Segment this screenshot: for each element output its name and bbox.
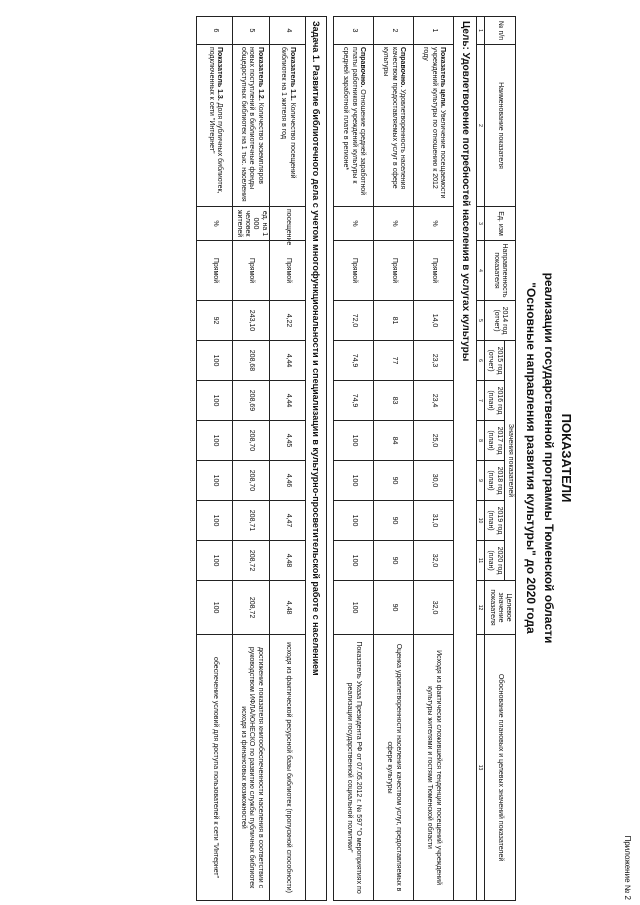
column-number: 2 bbox=[476, 45, 484, 207]
rationale-cell: Исходя из фактически сложившейся тенденции посещений учреждений культуры жителями и гостями Тюменской области bbox=[413, 635, 453, 901]
column-number: 10 bbox=[476, 501, 484, 541]
value-2020: 32,0 bbox=[413, 541, 453, 581]
goal-row bbox=[453, 17, 476, 901]
value-2015: 100 bbox=[197, 341, 233, 381]
value-2019: 4,47 bbox=[269, 501, 305, 541]
target-value: 32,0 bbox=[413, 581, 453, 635]
value-2016: 83 bbox=[373, 381, 413, 421]
value-2014: 72,0 bbox=[333, 301, 373, 341]
column-number: 11 bbox=[476, 541, 484, 581]
value-2014: 4,22 bbox=[269, 301, 305, 341]
indicator-name bbox=[413, 45, 453, 207]
value-2017: 100 bbox=[197, 421, 233, 461]
indicator-name bbox=[333, 45, 373, 207]
indicator-text: Количество посещений библиотек на 1 жителя в год bbox=[280, 47, 296, 179]
column-number: 4 bbox=[476, 241, 484, 301]
header-2018: 2018 год (план) bbox=[484, 461, 504, 501]
unit-cell: % bbox=[333, 207, 373, 241]
value-2020: 208,72 bbox=[233, 541, 270, 581]
unit-cell: ед. на 1 000 человек жителей bbox=[233, 207, 270, 241]
indicators-table bbox=[196, 16, 516, 901]
value-2018: 100 bbox=[333, 461, 373, 501]
direction-cell: Прямой bbox=[413, 241, 453, 301]
column-number: 8 bbox=[476, 421, 484, 461]
value-2019: 100 bbox=[197, 501, 233, 541]
value-2019: 100 bbox=[333, 501, 373, 541]
value-2018: 90 bbox=[373, 461, 413, 501]
value-2015: 4,44 bbox=[269, 341, 305, 381]
indicator-label: Справочно. bbox=[398, 47, 406, 88]
value-2019: 90 bbox=[373, 501, 413, 541]
task-row bbox=[305, 17, 326, 901]
table-row bbox=[333, 17, 373, 901]
rationale-cell: исходя из фактической ресурсной базы библиотек (пропускной способности) bbox=[269, 635, 305, 901]
indicator-label: Показатель 1.3. bbox=[216, 47, 224, 101]
unit-cell: % bbox=[373, 207, 413, 241]
header-unit: Ед. изм bbox=[484, 207, 515, 241]
value-2018: 208,70 bbox=[233, 461, 270, 501]
value-2019: 31,0 bbox=[413, 501, 453, 541]
value-2015: 77 bbox=[373, 341, 413, 381]
value-2014: 243,10 bbox=[233, 301, 270, 341]
target-value: 100 bbox=[197, 581, 233, 635]
document-subtitle: реализации государственной программы Тюменской области bbox=[542, 272, 556, 644]
value-2020: 90 bbox=[373, 541, 413, 581]
indicator-text: Отношение средней заработной платы работников учреждений культуры к средней заработной плате в регионе* bbox=[342, 47, 366, 196]
spacer-row bbox=[326, 17, 333, 901]
header-2016: 2016 год (план) bbox=[484, 381, 504, 421]
value-2017: 4,45 bbox=[269, 421, 305, 461]
rationale-cell: Оценка удовлетворенности населения качеством услуг, предоставляемых в сфере культуры bbox=[373, 635, 413, 901]
table-row bbox=[373, 17, 413, 901]
rationale-cell: обеспечение условий для доступа пользователей к сети "Интернет" bbox=[197, 635, 233, 901]
target-value: 208,72 bbox=[233, 581, 270, 635]
direction-cell: Прямой bbox=[233, 241, 270, 301]
value-2014: 14,0 bbox=[413, 301, 453, 341]
task-section bbox=[197, 17, 334, 901]
indicator-text: Количество экземпляров новых поступлений в библиотечные фонды общедоступных библиотек на 1 тыс. населения bbox=[239, 47, 264, 202]
value-2020: 100 bbox=[333, 541, 373, 581]
header-values-group: Значения показателей bbox=[504, 341, 515, 581]
row-number: 5 bbox=[233, 17, 270, 45]
value-2015: 74,9 bbox=[333, 341, 373, 381]
header-row bbox=[504, 17, 515, 901]
value-2020: 4,48 bbox=[269, 541, 305, 581]
table-row bbox=[197, 17, 233, 901]
table-row bbox=[269, 17, 305, 901]
header-2019: 2019 год (план) bbox=[484, 501, 504, 541]
column-number: 12 bbox=[476, 581, 484, 635]
task-heading: Задача 1. Развитие библиотечного дела с учетом многофункциональности и специализации в культурно-просветительской работе с населением bbox=[305, 17, 326, 901]
column-number: 5 bbox=[476, 301, 484, 341]
column-number: 6 bbox=[476, 341, 484, 381]
value-2019: 208,71 bbox=[233, 501, 270, 541]
value-2016: 208,69 bbox=[233, 381, 270, 421]
value-2017: 100 bbox=[333, 421, 373, 461]
spacer-cell bbox=[326, 17, 333, 901]
indicator-label: Справочно. bbox=[358, 47, 366, 88]
indicator-name bbox=[373, 45, 413, 207]
indicator-label: Показатель цели. bbox=[438, 47, 446, 108]
value-2018: 30,0 bbox=[413, 461, 453, 501]
value-2016: 4,44 bbox=[269, 381, 305, 421]
target-value: 90 bbox=[373, 581, 413, 635]
direction-cell: Прямой bbox=[333, 241, 373, 301]
header-rationale: Обоснование плановых и целевых значений показателей bbox=[484, 635, 515, 901]
rationale-cell: достижение показателя книгообеспеченности населения в соответствии с руководством ИФЛА/ЮНЕСКО по развитию службы публичных библиотек исходя из финансовых возможностей bbox=[233, 635, 270, 901]
document-title: ПОКАЗАТЕЛИ bbox=[559, 413, 574, 503]
unit-cell: посещение bbox=[269, 207, 305, 241]
indicator-name bbox=[197, 45, 233, 207]
direction-cell: Прямой bbox=[197, 241, 233, 301]
target-value: 100 bbox=[333, 581, 373, 635]
value-2016: 100 bbox=[197, 381, 233, 421]
value-2018: 4,46 bbox=[269, 461, 305, 501]
row-number: 2 bbox=[373, 17, 413, 45]
table-row bbox=[233, 17, 270, 901]
indicator-text: Доля публичных библиотек, подключенных к сети "Интернет" bbox=[207, 47, 224, 194]
column-number-row bbox=[476, 17, 484, 901]
goal-heading: Цель: Удовлетворение потребностей населения в услугах культуры bbox=[453, 17, 476, 901]
program-name: "Основные направления развития культуры" до 2020 года bbox=[524, 282, 538, 634]
goal-section bbox=[333, 17, 476, 901]
header-2020: 2020 год (план) bbox=[484, 541, 504, 581]
value-2018: 100 bbox=[197, 461, 233, 501]
row-number: 4 bbox=[269, 17, 305, 45]
indicator-label: Показатель 1.1. bbox=[288, 47, 296, 101]
indicator-text: Увеличение посещаемости учреждений культуры по отношению к 2012 году bbox=[422, 47, 446, 199]
value-2016: 23,4 bbox=[413, 381, 453, 421]
header-2017: 2017 год (план) bbox=[484, 421, 504, 461]
value-2014: 81 bbox=[373, 301, 413, 341]
indicator-name bbox=[269, 45, 305, 207]
table-row bbox=[413, 17, 453, 901]
appendix-label: Приложение № 2 bbox=[623, 835, 632, 900]
value-2014: 92 bbox=[197, 301, 233, 341]
value-2017: 84 bbox=[373, 421, 413, 461]
indicator-text: Удовлетворенность населения качеством предоставляемых услуг в сфере культуры bbox=[382, 47, 406, 190]
header-2015: 2015 год (отчет) bbox=[484, 341, 504, 381]
unit-cell: % bbox=[413, 207, 453, 241]
target-value: 4,48 bbox=[269, 581, 305, 635]
column-number: 7 bbox=[476, 381, 484, 421]
row-number: 1 bbox=[413, 17, 453, 45]
value-2015: 208,68 bbox=[233, 341, 270, 381]
column-number: 9 bbox=[476, 461, 484, 501]
value-2020: 100 bbox=[197, 541, 233, 581]
direction-cell: Прямой bbox=[269, 241, 305, 301]
column-number: 13 bbox=[476, 635, 484, 901]
unit-cell: % bbox=[197, 207, 233, 241]
value-2015: 23,3 bbox=[413, 341, 453, 381]
column-number: 3 bbox=[476, 207, 484, 241]
header-direction: Направленность показателя bbox=[484, 241, 515, 301]
value-2016: 74,9 bbox=[333, 381, 373, 421]
indicator-name bbox=[233, 45, 270, 207]
header-num: № п/п bbox=[484, 17, 515, 45]
direction-cell: Прямой bbox=[373, 241, 413, 301]
rotated-landscape-sheet bbox=[4, 8, 634, 905]
row-number: 3 bbox=[333, 17, 373, 45]
value-2017: 25,0 bbox=[413, 421, 453, 461]
indicator-label: Показатель 1.2. bbox=[256, 47, 264, 101]
header-target: Целевое значение показателя bbox=[484, 581, 515, 635]
row-number: 6 bbox=[197, 17, 233, 45]
column-number: 1 bbox=[476, 17, 484, 45]
header-2014: 2014 год (отчет) bbox=[484, 301, 515, 341]
value-2017: 208,70 bbox=[233, 421, 270, 461]
rationale-cell: Показатель Указа Президента РФ от 07.05.2012 г. № 597 "О мероприятиях по реализации государственной социальной политики" bbox=[333, 635, 373, 901]
header-name: Наименование показателя bbox=[484, 45, 515, 207]
